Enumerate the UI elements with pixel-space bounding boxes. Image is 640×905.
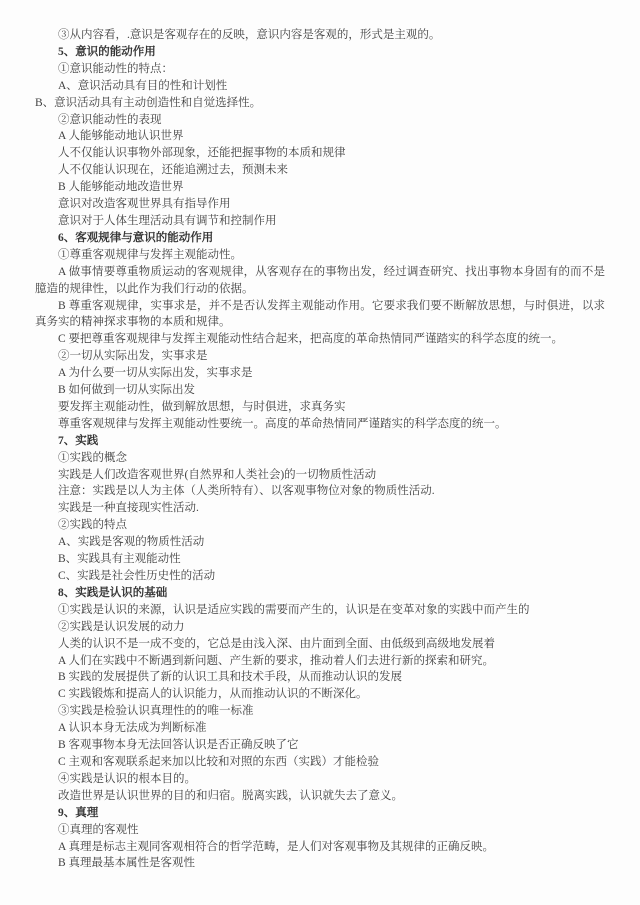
paragraph: ①实践是认识的来源，认识是适应实践的需要而产生的，认识是在变革对象的实践中而产生的 <box>58 603 530 616</box>
paragraph: A 做事情要尊重物质运动的客观规律，从客观存在的事物出发，经过调查研究、找出事物本身固有的而不是臆造的规律性，以此作为我们行动的依据。 <box>35 265 605 295</box>
paragraph: ②实践是认识发展的动力 <box>58 620 185 633</box>
paragraph: ①实践的概念 <box>58 451 127 464</box>
paragraph: A、实践是客观的物质性活动 <box>58 536 205 549</box>
paragraph: 人不仅能认识现在，还能追溯过去，预测未来 <box>58 164 288 177</box>
paragraph: ④实践是认识的根本目的。 <box>58 772 196 785</box>
section-heading: 5、意识的能动作用 <box>58 45 156 58</box>
paragraph: 意识对于人体生理活动具有调节和控制作用 <box>58 214 277 227</box>
section-heading: 7、实践 <box>58 434 99 447</box>
paragraph: C 实践锻炼和提高人的认识能力，从而推动认识的不断深化。 <box>58 688 368 701</box>
paragraph: B 人能够能动地改造世界 <box>58 181 184 194</box>
paragraph: 要发挥主观能动性，做到解放思想，与时俱进，求真务实 <box>58 400 346 413</box>
paragraph: 注意：实践是以人为主体（人类所特有）、以客观事物位对象的物质性活动. <box>58 485 435 498</box>
paragraph: ①尊重客观规律与发挥主观能动性。 <box>58 248 242 261</box>
paragraph: 实践是一种直接现实性活动. <box>58 502 199 515</box>
paragraph: 实践是人们改造客观世界(自然界和人类社会)的一切物质性活动 <box>58 468 377 481</box>
paragraph: B 真理最基本属性是客观性 <box>58 857 196 870</box>
paragraph: A 认识本身无法成为判断标准 <box>58 722 207 735</box>
paragraph: ③从内容看，.意识是客观存在的反映，意识内容是客观的，形式是主观的。 <box>58 29 441 41</box>
paragraph: B 客观事物本身无法回答认识是否正确反映了它 <box>58 739 299 752</box>
paragraph: B 尊重客观规律，实事求是，并不是否认发挥主观能动作用。它要求我们要不断解放思想，与时俱进，以求真务实的精神探求事物的本质和规律。 <box>35 299 605 329</box>
paragraph: B、意识活动具有主动创造性和自觉选择性。 <box>35 96 262 109</box>
paragraph: A 人能够能动地认识世界 <box>58 130 184 143</box>
paragraph: 改造世界是认识世界的目的和归宿。脱离实践，认识就失去了意义。 <box>58 789 403 802</box>
paragraph: ②意识能动性的表现 <box>58 113 162 126</box>
paragraph: ①真理的客观性 <box>58 823 139 836</box>
paragraph: 人不仅能认识事物外部现象，还能把握事物的本质和规律 <box>58 147 346 160</box>
paragraph: ②实践的特点 <box>58 519 127 532</box>
paragraph: 人类的认识不是一成不变的，它总是由浅入深、由片面到全面、由低级到高级地发展着 <box>58 637 495 650</box>
paragraph: A 人们在实践中不断遇到新问题、产生新的要求，推动着人们去进行新的探索和研究。 <box>58 654 495 667</box>
paragraph: 意识对改造客观世界具有指导作用 <box>58 198 231 211</box>
paragraph: ③实践是检验认识真理性的的唯一标准 <box>58 705 254 718</box>
paragraph: B 如何做到一切从实际出发 <box>58 384 196 397</box>
section-heading: 6、客观规律与意识的能动作用 <box>58 231 214 244</box>
paragraph: ①意识能动性的特点： <box>58 62 173 75</box>
paragraph: 尊重客观规律与发挥主观能动性要统一。高度的革命热情同严谨踏实的科学态度的统一。 <box>58 417 507 430</box>
document-content <box>35 27 605 872</box>
paragraph: A 真理是标志主观同客观相符合的哲学范畴，是人们对客观事物及其规律的正确反映。 <box>58 840 495 853</box>
paragraph: B、实践具有主观能动性 <box>58 553 181 566</box>
section-heading: 8、实践是认识的基础 <box>58 586 168 599</box>
paragraph: A、意识活动具有目的性和计划性 <box>58 79 228 92</box>
paragraph: B 实践的发展提供了新的认识工具和技术手段，从而推动认识的发展 <box>58 671 403 684</box>
paragraph: C 要把尊重客观规律与发挥主观能动性结合起来，把高度的革命热情同严谨踏实的科学态度的统一。 <box>58 333 564 346</box>
paragraph: ②一切从实际出发，实事求是 <box>58 350 208 363</box>
paragraph: C 主观和客观联系起来加以比较和对照的东西（实践）才能检验 <box>58 755 380 768</box>
paragraph: A 为什么要一切从实际出发，实事求是 <box>58 367 253 380</box>
paragraph: C、实践是社会性历史性的活动 <box>58 570 216 582</box>
section-heading: 9、真理 <box>58 806 99 819</box>
